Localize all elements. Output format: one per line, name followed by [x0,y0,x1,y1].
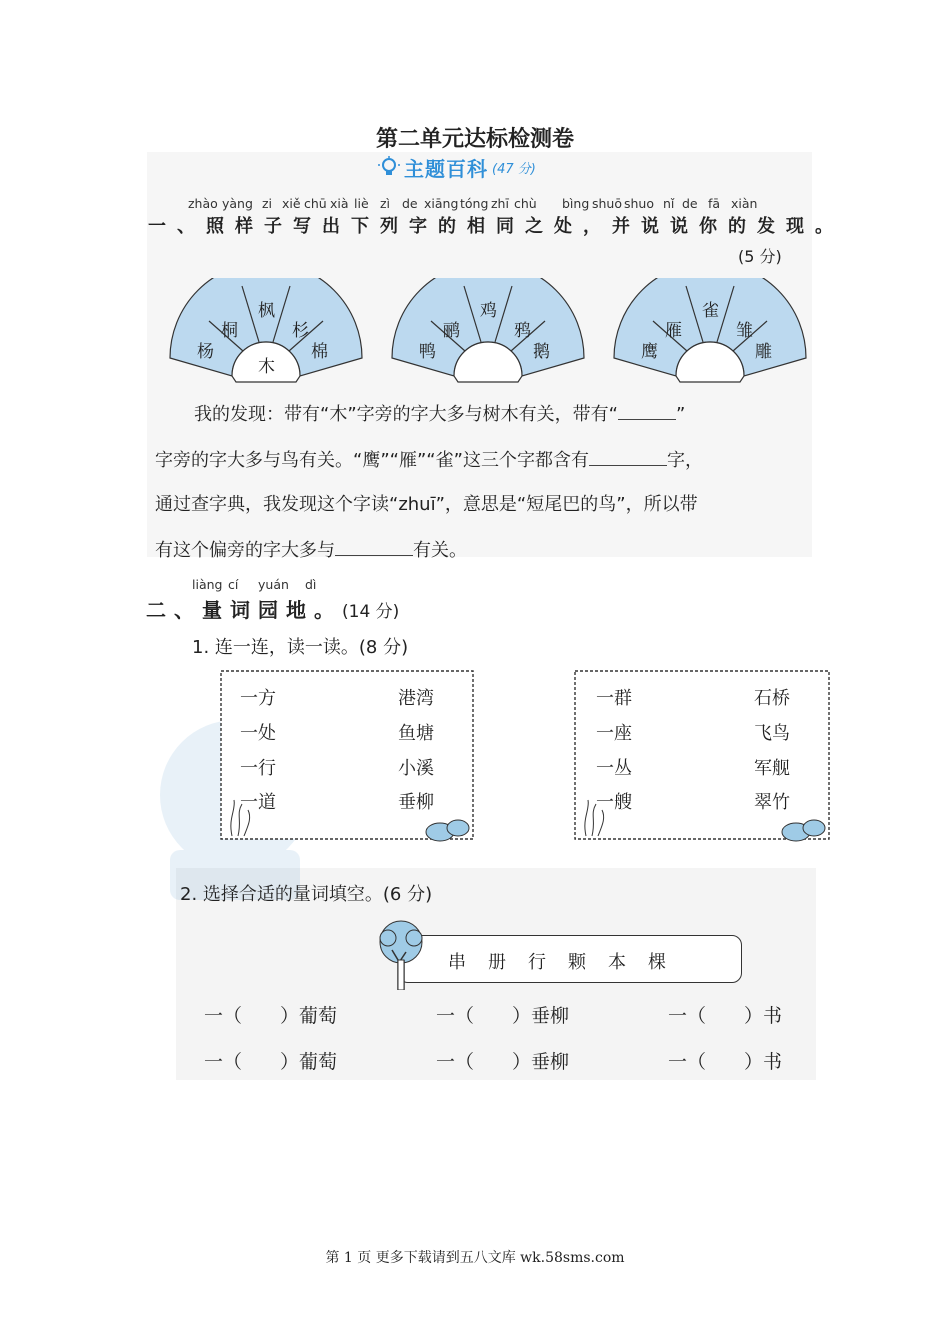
measure-word[interactable]: 一艘 [596,792,632,813]
discovery-line-3: 通过查字典，我发现这个字读“zhuī”，意思是“短尾巴的鸟”，所以带 [155,494,698,515]
section-badge [378,152,536,182]
pinyin: xiāng [424,196,459,211]
discovery-line-4 [155,536,467,562]
discovery-text: 有这个偏旁的字大多与 [155,540,335,561]
discovery-text: 字， [666,450,703,471]
fan-char: 雕 [755,342,772,362]
fan-char: 鹂 [443,321,460,341]
fan-char: 棉 [311,342,328,362]
question-one-points: (5 分) [738,247,782,266]
lightbulb-icon [378,156,400,178]
fill-blank-item[interactable]: 一（ ）垂柳 [436,1051,570,1073]
measure-word[interactable]: 一丛 [596,758,632,779]
fan-diagram-bird [390,278,586,386]
measure-word[interactable]: 一处 [240,723,276,744]
fan-char: 雁 [665,321,682,341]
discovery-line-2 [155,446,703,472]
pinyin: xià [330,196,349,211]
measure-word[interactable]: 一道 [240,792,276,813]
noun-word[interactable]: 飞鸟 [754,723,790,744]
pinyin: zi [262,196,273,211]
question-two-text [146,594,399,623]
pinyin: zhī [491,196,509,211]
pinyin: de [682,196,698,211]
pinyin: tóng [460,196,489,211]
question-one-text: 一、照样子写出下列字的相同之处，并说说你的发现。 [148,216,844,237]
fan-char: 杉 [292,321,309,341]
pinyin: nǐ [663,196,675,211]
pinyin: chù [514,196,537,211]
section-badge-score: (47 分) [492,161,536,177]
noun-word[interactable]: 港湾 [398,688,434,709]
measure-word[interactable]: 一方 [240,688,276,709]
fan-char: 鸦 [514,321,531,341]
discovery-text: 字旁的字大多与鸟有关。“鹰”“雁”“雀”这三个字都含有 [155,450,589,471]
noun-word[interactable]: 翠竹 [754,792,790,813]
fill-blank-item[interactable]: 一（ ）书 [668,1005,783,1027]
pinyin: cí [228,577,239,592]
noun-word[interactable]: 石桥 [754,688,790,709]
question-two-points: (14 分) [342,602,400,622]
fill-blank-item[interactable]: 一（ ）葡萄 [204,1051,338,1073]
pinyin: zhào [188,196,218,211]
fill-blank-item[interactable]: 一（ ）书 [668,1051,783,1073]
answer-blank[interactable] [335,554,413,556]
fan-char: 鸡 [480,301,497,321]
fan-char: 雀 [702,301,719,321]
subquestion-1: 1. 连一连，读一读。(8 分) [192,637,409,658]
pinyin: liè [354,196,369,211]
fan-center-char: 木 [258,357,275,377]
pinyin: dì [305,577,317,592]
pinyin: shuō [592,196,623,211]
answer-blank[interactable] [589,464,667,466]
fan-char: 杨 [197,342,214,362]
word-bank-words: 串册行颗本棵 [448,952,688,973]
pinyin: de [402,196,418,211]
question-two-label: 二、量词园地。 [146,598,342,622]
fan-char: 枫 [258,301,275,321]
discovery-text: 有关。 [413,540,467,561]
measure-word[interactable]: 一座 [596,723,632,744]
measure-word[interactable]: 一群 [596,688,632,709]
pinyin: zì [380,196,391,211]
pinyin: xiàn [731,196,758,211]
discovery-text: 我的发现：带有“木”字旁的字大多与树木有关，带有“ [194,404,618,425]
noun-word[interactable]: 军舰 [754,758,790,779]
fill-blank-item[interactable]: 一（ ）垂柳 [436,1005,570,1027]
discovery-line-1 [194,400,685,426]
fan-char: 桐 [221,321,238,341]
pinyin: chū [304,196,327,211]
pinyin: xiě [282,196,301,211]
page-title: 第二单元达标检测卷 [375,126,574,152]
fan-char: 鸭 [419,342,436,362]
fan-char: 鹰 [641,342,658,362]
fill-blank-item[interactable]: 一（ ）葡萄 [204,1005,338,1027]
fan-char: 雏 [736,321,753,341]
noun-word[interactable]: 小溪 [398,758,434,779]
section-badge-label: 主题百科 [404,156,488,181]
fan-char: 鹅 [533,342,550,362]
noun-word[interactable]: 垂柳 [398,792,434,813]
pinyin: bìng [562,196,590,211]
subquestion-2: 2. 选择合适的量词填空。(6 分) [180,884,433,905]
pinyin: shuo [624,196,655,211]
pinyin: yàng [222,196,253,211]
page-footer: 第 1 页 更多下载请到五八文库 wk.58sms.com [325,1250,625,1266]
pinyin: fā [708,196,721,211]
answer-blank[interactable] [618,418,676,420]
noun-word[interactable]: 鱼塘 [398,723,434,744]
pinyin: liàng [192,577,223,592]
pinyin: yuán [258,577,289,592]
measure-word[interactable]: 一行 [240,758,276,779]
tree-icon [372,918,430,990]
fan-diagram-short-tail-bird [612,278,808,386]
discovery-text: ” [675,404,686,425]
